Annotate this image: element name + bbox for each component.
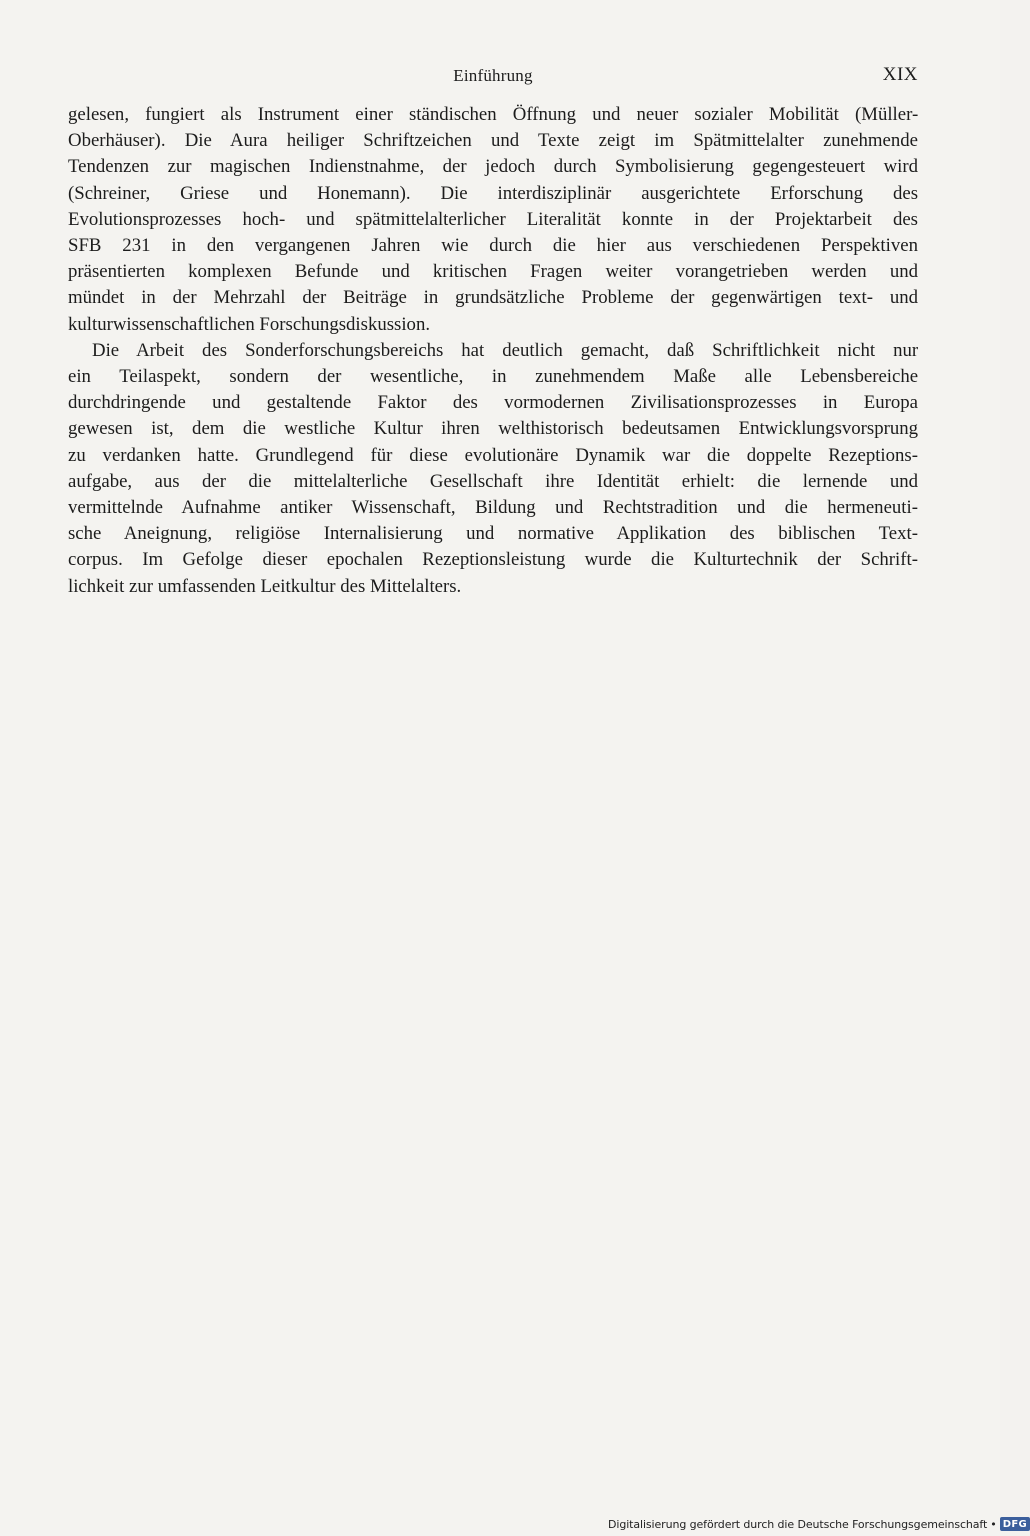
text-line: aufgabe, aus der die mittelalterliche Gesellschaft ihre Identität erhielt: die lernende und xyxy=(68,470,918,492)
running-head xyxy=(68,66,918,90)
digitization-footer xyxy=(608,1514,1027,1534)
body-text xyxy=(68,102,918,600)
text-line: (Schreiner, Griese und Honemann). Die interdisziplinär ausgerichtete Erforschung des xyxy=(68,182,919,204)
text-line: Tendenzen zur magischen Indienstnahme, der jedoch durch Symbolisierung gegengesteuert wird xyxy=(68,156,918,178)
text-line: gewesen ist, dem die westliche Kultur ihren welthistorisch bedeutsamen Entwicklungsvorsprung xyxy=(68,418,919,440)
text-line: Oberhäuser). Die Aura heiliger Schriftzeichen und Texte zeigt im Spätmittelalter zunehmende xyxy=(68,130,918,152)
text-line: Die Arbeit des Sonderforschungsbereichs hat deutlich gemacht, daß Schriftlichkeit nicht nur xyxy=(92,339,919,361)
footer-separator: • xyxy=(990,1517,997,1531)
running-title: Einführung xyxy=(453,66,533,85)
text-line: lichkeit zur umfassenden Leitkultur des Mittelalters. xyxy=(68,575,462,597)
text-line: sche Aneignung, religiöse Internalisierung und normative Applikation des biblischen Text- xyxy=(68,523,918,545)
text-line: SFB 231 in den vergangenen Jahren wie durch die hier aus verschiedenen Perspektiven xyxy=(68,235,918,257)
text-line: präsentierten komplexen Befunde und kritischen Fragen weiter vorangetrieben werden und xyxy=(68,261,918,283)
paragraph-1 xyxy=(68,102,918,338)
dfg-logo: DFG xyxy=(1000,1517,1030,1531)
text-line: ein Teilaspekt, sondern der wesentliche, in zunehmendem Maße alle Lebensbereiche xyxy=(68,366,919,388)
page-number: XIX xyxy=(882,64,918,85)
text-line: corpus. Im Gefolge dieser epochalen Rezeptionsleistung wurde die Kulturtechnik der Schrift- xyxy=(68,549,918,571)
text-line: vermittelnde Aufnahme antiker Wissenschaft, Bildung und Rechtstradition und die hermeneuti- xyxy=(68,497,918,519)
text-line: Evolutionsprozesses hoch- und spätmittelalterlicher Literalität konnte in der Projektarbeit des xyxy=(68,208,918,230)
paragraph-2 xyxy=(68,338,918,600)
text-line: mündet in der Mehrzahl der Beiträge in grundsätzliche Probleme der gegenwärtigen text- und xyxy=(68,287,919,309)
text-line: durchdringende und gestaltende Faktor des vormodernen Zivilisationsprozesses in Europa xyxy=(68,392,918,414)
text-line: gelesen, fungiert als Instrument einer ständischen Öffnung und neuer sozialer Mobilität (Müller- xyxy=(68,104,919,125)
funding-note: Digitalisierung gefördert durch die Deutsche Forschungsgemeinschaft xyxy=(608,1517,988,1531)
text-line: zu verdanken hatte. Grundlegend für diese evolutionäre Dynamik war die doppelte Rezeptions- xyxy=(68,444,918,466)
text-line: kulturwissenschaftlichen Forschungsdiskussion. xyxy=(68,313,431,335)
